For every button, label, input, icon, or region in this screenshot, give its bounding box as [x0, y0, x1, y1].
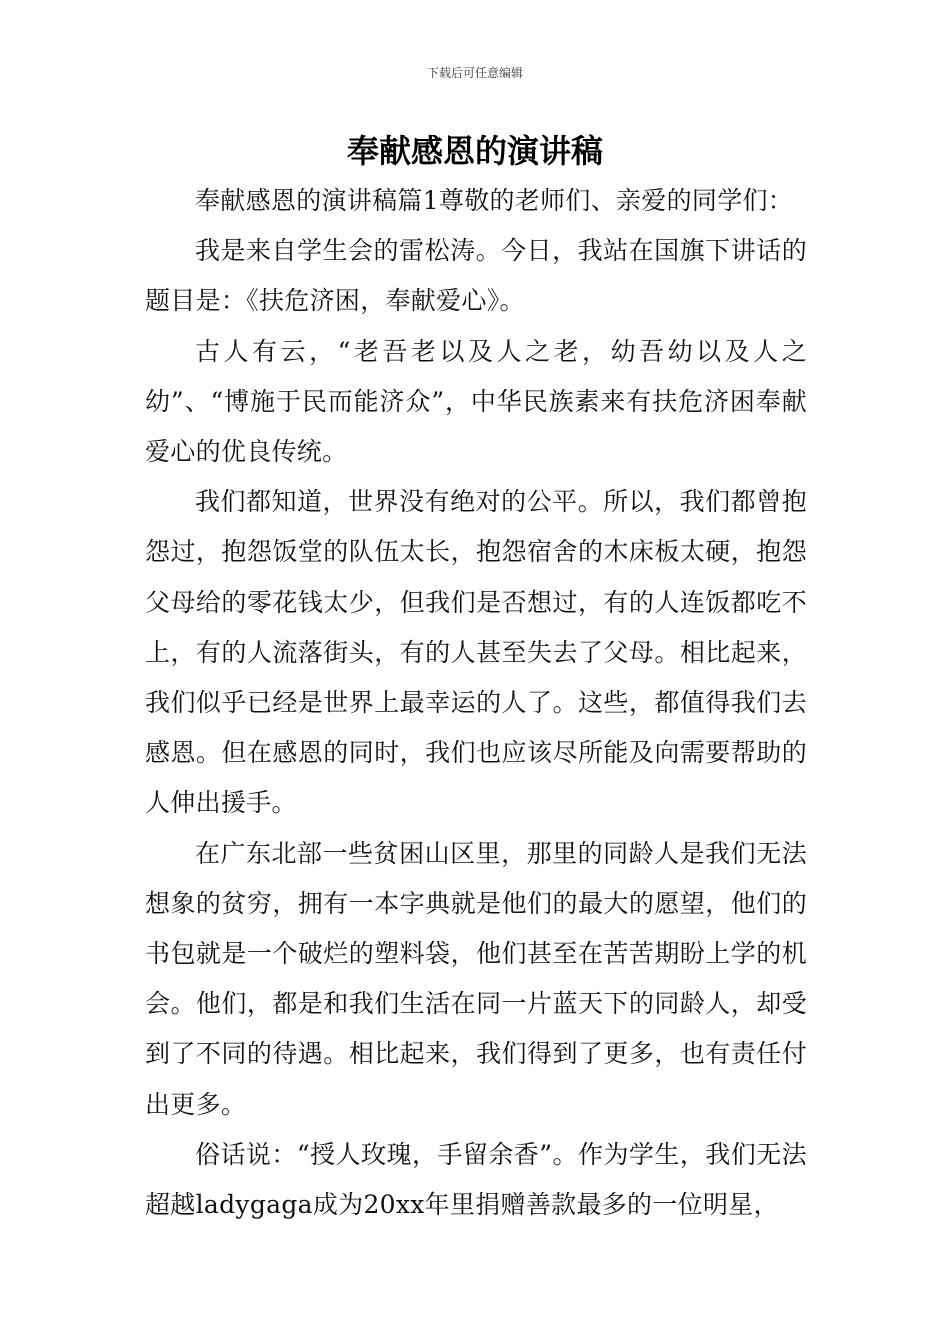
paragraph-5: 在广东北部一些贫困山区里，那里的同龄人是我们无法想象的贫穷，拥有一本字典就是他们的最大的愿望，他们的书包就是一个破烂的塑料袋，他们甚至在苦苦期盼上学的机会。他们，都是和我们生活在同一片蓝天下的同龄人，却受到了不同的待遇。相比起来，我们得到了更多，也有责任付出更多。: [145, 838, 807, 1119]
paragraph-3: 古人有云，“老吾老以及人之老，幼吾幼以及人之幼”、“博施于民而能济众”，中华民族素来有扶危济困奉献爱心的优良传统。: [145, 336, 807, 467]
document-title: 奉献感恩的演讲稿: [346, 132, 603, 170]
document-body: [145, 176, 807, 1230]
paragraph-1: 奉献感恩的演讲稿篇1尊敬的老师们、亲爱的同学们：: [195, 186, 794, 215]
paragraph-6: 俗话说：“授人玫瑰，手留余香”。作为学生，我们无法超越ladygaga成为20xx年里捐赠善款最多的一位明星，: [145, 1139, 807, 1220]
paragraph-4: 我们都知道，世界没有绝对的公平。所以，我们都曾抱怨过，抱怨饭堂的队伍太长，抱怨宿舍的木床板太硬，抱怨父母给的零花钱太少，但我们是否想过，有的人连饭都吃不上，有的人流落街头，有的人甚至失去了父母。相比起来，我们似乎已经是世界上最幸运的人了。这些，都值得我们去感恩。但在感恩的同时，我们也应该尽所能及向需要帮助的人伸出援手。: [145, 487, 807, 818]
header-note: 下载后可任意编辑: [426, 66, 523, 80]
paragraph-2: 我是来自学生会的雷松涛。今日，我站在国旗下讲话的题目是：《扶危济困，奉献爱心》。: [145, 236, 807, 316]
